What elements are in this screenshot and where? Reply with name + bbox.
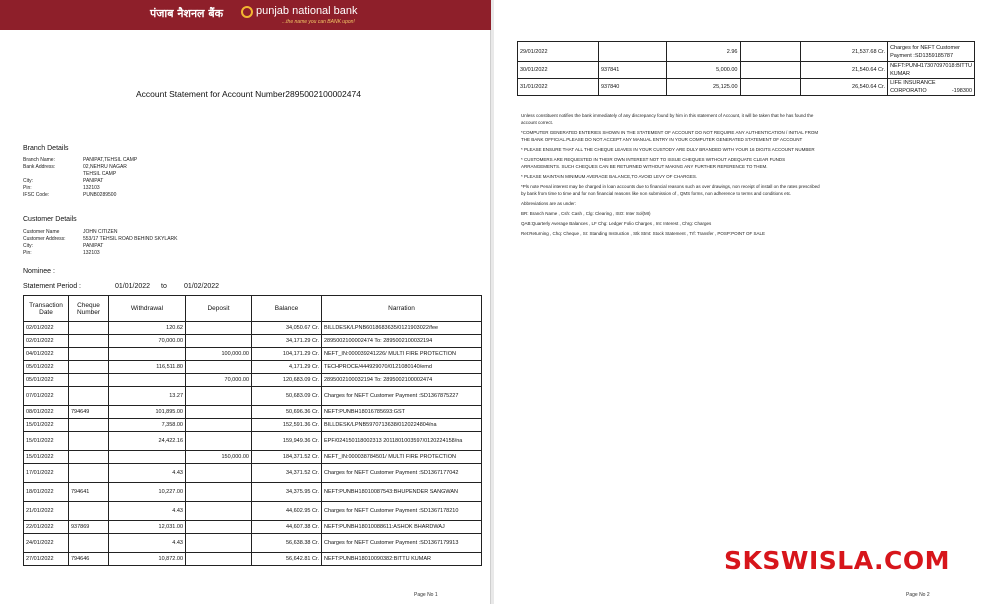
cell-deposit [186, 406, 252, 419]
table-row [24, 322, 482, 335]
note-line: Abbreviations are as under: [521, 201, 577, 206]
detail-key: IFSC Code: [23, 192, 50, 198]
page-number-2: Page No 2 [906, 592, 930, 598]
detail-value: 132103 [83, 185, 100, 191]
detail-row [23, 164, 137, 171]
detail-key: Branch Name: [23, 157, 55, 163]
cell-narration: Charges for NEFT Customer Payment :SD1367178210 [322, 502, 482, 521]
cell-balance: 34,375.95 Cr. [252, 483, 322, 502]
col-balance: Balance [252, 296, 322, 322]
cell-narration: 2895002100002474 To: 2895002100032194 [322, 335, 482, 348]
table-row [24, 534, 482, 553]
cell-narration: TECHPROCE/444929070/0121080140/emd [322, 361, 482, 374]
detail-value: 132103 [83, 250, 100, 256]
narration-text: LIFE INSURANCE CORPORATIO [890, 80, 936, 94]
cell-narration [888, 79, 975, 96]
cell-balance: 184,371.52 Cr. [252, 451, 322, 464]
statement-page-2 [494, 0, 985, 604]
cell-cheque [69, 419, 109, 432]
detail-key: Customer Name [23, 229, 60, 235]
cell-cheque [69, 348, 109, 361]
cell-withdrawal: 25,125.00 [667, 79, 740, 96]
col-transaction-date: Transaction Date [24, 296, 69, 322]
narration-ref: -198300 [951, 88, 972, 94]
detail-row [23, 157, 137, 164]
detail-row [23, 178, 137, 185]
cell-date: 05/01/2022 [24, 361, 69, 374]
statement-notes [521, 112, 821, 240]
cell-deposit [186, 464, 252, 483]
cell-withdrawal: 120.62 [109, 322, 186, 335]
detail-row [23, 229, 177, 236]
cell-withdrawal [109, 348, 186, 361]
cell-date: 07/01/2022 [24, 387, 69, 406]
statement-page-1 [0, 0, 491, 604]
cell-withdrawal [109, 374, 186, 387]
detail-value: PANIPAT [83, 243, 104, 249]
cell-deposit [186, 521, 252, 534]
table-row [24, 335, 482, 348]
detail-key: Bank Address: [23, 164, 56, 170]
table-row [24, 451, 482, 464]
cell-narration: EPF/0241501180023​13 20118010035​97/0120224158/na [322, 432, 482, 451]
detail-value: JOHN CITIZEN [83, 229, 118, 235]
cell-withdrawal: 24,422.16 [109, 432, 186, 451]
cell-withdrawal: 7,358.00 [109, 419, 186, 432]
table-row [24, 553, 482, 566]
cell-narration: NEFT:PUNBH18010088611:ASHOK BHARDWAJ [322, 521, 482, 534]
cell-cheque: 937840 [598, 79, 666, 96]
bank-banner [0, 0, 491, 30]
cell-withdrawal: 4.43 [109, 534, 186, 553]
table-row [24, 419, 482, 432]
cell-cheque: 937869 [69, 521, 109, 534]
cell-balance: 50,683.09 Cr. [252, 387, 322, 406]
cell-balance: 152,591.36 Cr. [252, 419, 322, 432]
branch-details [23, 157, 137, 199]
cell-balance: 44,602.95 Cr. [252, 502, 322, 521]
period-to: 01/02/2022 [184, 283, 220, 290]
cell-deposit: 70,000.00 [186, 374, 252, 387]
cell-withdrawal: 13.27 [109, 387, 186, 406]
period-to-label: to [161, 283, 167, 290]
detail-row [23, 171, 137, 178]
cell-withdrawal: 10,227.00 [109, 483, 186, 502]
cell-narration: Charges for NEFT Customer Payment :SD1367875227 [322, 387, 482, 406]
note-line: *Pls note Penal interest may be charged in loan accounts due to financial reasons such as over drawings, non receipt of install on the rates prescribed by bank from time to time and for non financial reasons like non submission of , QMS forms, non adherence to terms and conditions etc. [521, 184, 820, 196]
cell-date: 02/01/2022 [24, 322, 69, 335]
detail-value: 553/17 TEHSIL ROAD BEHIND SKYLARK [83, 236, 178, 242]
cell-balance: 159,949.36 Cr. [252, 432, 322, 451]
cell-cheque [69, 502, 109, 521]
table-row [24, 502, 482, 521]
cell-withdrawal: 101,895.00 [109, 406, 186, 419]
cell-withdrawal: 4.43 [109, 502, 186, 521]
cell-cheque: 937841 [598, 62, 666, 79]
cell-withdrawal: 70,000.00 [109, 335, 186, 348]
site-watermark: SKSWISLA.COM [724, 546, 950, 575]
cell-withdrawal: 5,000.00 [667, 62, 740, 79]
cell-deposit: 100,000.00 [186, 348, 252, 361]
cell-balance: 26,540.64 Cr. [800, 79, 887, 96]
cell-cheque [69, 451, 109, 464]
table-row [24, 361, 482, 374]
detail-row [23, 192, 137, 199]
cell-balance: 21,537.68 Cr. [800, 42, 887, 62]
cell-narration: NEFT:PUNH17307097018:BITTU KUMAR [888, 62, 975, 79]
cell-withdrawal: 10,872.00 [109, 553, 186, 566]
table-row [24, 374, 482, 387]
cell-cheque [69, 374, 109, 387]
table-row [24, 521, 482, 534]
cell-deposit [186, 335, 252, 348]
note-line: Unless constituent notifies the bank immediately of any discrepancy found by him in this statement of Account, it will be taken that he has found the account correct. [521, 113, 814, 125]
detail-key: City: [23, 243, 33, 249]
cell-date: 18/01/2022 [24, 483, 69, 502]
cell-date: 15/01/2022 [24, 451, 69, 464]
cell-date: 15/01/2022 [24, 432, 69, 451]
cell-date: 15/01/2022 [24, 419, 69, 432]
cell-date: 08/01/2022 [24, 406, 69, 419]
detail-value: 02,NEHRU NAGAR [83, 164, 127, 170]
table-row [518, 42, 975, 62]
table-row [24, 387, 482, 406]
cell-narration: NEFT:PUNBH18010090382:BITTU KUMAR [322, 553, 482, 566]
cell-date: 02/01/2022 [24, 335, 69, 348]
cell-date: 27/01/2022 [24, 553, 69, 566]
transactions-table-page-2 [517, 41, 975, 96]
col-deposit: Deposit [186, 296, 252, 322]
cell-deposit [186, 534, 252, 553]
cell-balance: 56,638.38 Cr. [252, 534, 322, 553]
period-from: 01/01/2022 [115, 283, 151, 290]
cell-narration: NEFT_IN:000038784501/ MULTI FIRE PROTECTION [322, 451, 482, 464]
cell-balance: 34,171.29 Cr. [252, 335, 322, 348]
cell-balance: 50,696.36 Cr. [252, 406, 322, 419]
cell-deposit [186, 361, 252, 374]
cell-date: 05/01/2022 [24, 374, 69, 387]
cell-narration: 2895002100032194 To: 2895002100002474 [322, 374, 482, 387]
cell-cheque: 794646 [69, 553, 109, 566]
note-line: * PLEASE MAINTAIN MINIMUM AVERAGE BALANCE,TO AVOID LEVY OF CHARGES. [521, 174, 698, 179]
cell-cheque [69, 361, 109, 374]
cell-cheque: 794649 [69, 406, 109, 419]
table-row [24, 406, 482, 419]
detail-value: TEHSIL CAMP [83, 171, 117, 177]
nominee-label: Nominee : [23, 268, 55, 275]
cell-withdrawal: 116,511.80 [109, 361, 186, 374]
cell-cheque [69, 322, 109, 335]
cell-cheque: 794641 [69, 483, 109, 502]
note-line: * CUSTOMERS ARE REQUESTED IN THEIR OWN INTEREST NOT TO ISSUE CHEQUES WITHOUT ADEQUATE CLEAR FUNDS ARRANGEMENTS. SUCH CHEQUES CAN BE RETURNED WITHOUT MAKING ANY FURTHER REFERENCE TO THEM. [521, 157, 786, 169]
cell-cheque [69, 432, 109, 451]
cell-balance: 120,683.09 Cr. [252, 374, 322, 387]
cell-balance: 56,642.81 Cr. [252, 553, 322, 566]
cell-cheque [69, 464, 109, 483]
bank-tagline: ...the name you can BANK upon! [282, 19, 355, 25]
table-row [518, 62, 975, 79]
branch-details-heading: Branch Details [23, 145, 69, 152]
detail-key: Pin: [23, 250, 32, 256]
cell-balance: 34,050.67 Cr. [252, 322, 322, 335]
cell-deposit: 150,000.00 [186, 451, 252, 464]
cell-balance: 34,371.52 Cr. [252, 464, 322, 483]
cell-withdrawal [109, 451, 186, 464]
cell-narration: BILLDESK/LPNB5970713638/0120224804/na [322, 419, 482, 432]
cell-narration: BILLDESK/LPNB6018683635/0121903022/fee [322, 322, 482, 335]
cell-deposit [186, 502, 252, 521]
cell-deposit [186, 483, 252, 502]
detail-row [23, 236, 177, 243]
cell-date: 31/01/2022 [518, 79, 599, 96]
detail-value: PANIPAT,TEHSIL CAMP [83, 157, 138, 163]
cell-narration: Charges for NEFT Customer Payment :SD1367179913 [322, 534, 482, 553]
cell-balance: 21,540.64 Cr. [800, 62, 887, 79]
cell-withdrawal: 2.96 [667, 42, 740, 62]
cell-date: 24/01/2022 [24, 534, 69, 553]
col-narration: Narration [322, 296, 482, 322]
table-row [24, 348, 482, 361]
cell-cheque [69, 534, 109, 553]
note-line: * PLEASE ENSURE THAT ALL THE CHEQUE LEAVES IN YOUR CUSTODY ARE DULY BRANDED WITH YOUR 16 DIGITS ACCOUNT NUMBER [521, 147, 815, 152]
table-row [24, 483, 482, 502]
cell-date: 30/01/2022 [518, 62, 599, 79]
cell-deposit [740, 42, 800, 62]
note-line: Ret:Returning , Chq: Cheque , SI: Standing Instruction , Stk Stmt: Stock Statement , Trf: Transfer , POSP:POINT OF SALE [521, 231, 766, 236]
cell-balance: 4,171.29 Cr. [252, 361, 322, 374]
cell-date: 21/01/2022 [24, 502, 69, 521]
cell-balance: 104,171.29 Cr. [252, 348, 322, 361]
cell-deposit [186, 387, 252, 406]
detail-value: PANIPAT [83, 178, 104, 184]
cell-date: 29/01/2022 [518, 42, 599, 62]
cell-cheque [598, 42, 666, 62]
detail-row [23, 243, 177, 250]
detail-value: PUNB0289500 [83, 192, 117, 198]
table-row [518, 79, 975, 96]
cell-narration: NEFT:PUNBH18016785693:GST [322, 406, 482, 419]
bank-name-english: punjab national bank [256, 5, 358, 17]
cell-narration: NEFT:PUNBH18010087543:BHUPENDER SANGWAN [322, 483, 482, 502]
cell-date: 22/01/2022 [24, 521, 69, 534]
cell-narration: NEFT_IN:000039241226/ MULTI FIRE PROTECTION [322, 348, 482, 361]
cell-date: 04/01/2022 [24, 348, 69, 361]
cell-deposit [740, 62, 800, 79]
statement-title: Account Statement for Account Number2895002100002474 [136, 89, 361, 99]
cell-withdrawal: 12,031.00 [109, 521, 186, 534]
note-line: *COMPUTER GENERATED ENTERIES SHOWN IN THE STATEMENT OF ACCOUNT DO NOT REQUIRE ANY AUTHENTICATION / INITIAL FROM THE BANK OFFICIAL.PLEASE DO NOT ACCEPT ANY MANUAL ENTRY IN YOUR COMPUTER GENERATED STATEMENT OF ACCOUNT [521, 130, 819, 142]
detail-key: City: [23, 178, 33, 184]
table-row [24, 432, 482, 451]
detail-key: Customer Address: [23, 236, 66, 242]
cell-cheque [69, 387, 109, 406]
cell-deposit [740, 79, 800, 96]
customer-details-heading: Customer Details [23, 216, 77, 223]
cell-balance: 44,607.38 Cr. [252, 521, 322, 534]
cell-deposit [186, 419, 252, 432]
cell-deposit [186, 322, 252, 335]
detail-key: Pin: [23, 185, 32, 191]
detail-row [23, 250, 177, 257]
customer-details [23, 229, 177, 257]
cell-date: 17/01/2022 [24, 464, 69, 483]
col-withdrawal: Withdrawal [109, 296, 186, 322]
col-cheque-number: Cheque Number [69, 296, 109, 322]
note-line: QAB:Quarterly Average Balances , LF Chg: Ledger Folio Charges , Int: Interest , Chrg: Charges [521, 221, 712, 226]
page-number-1: Page No 1 [414, 592, 438, 598]
cell-withdrawal: 4.43 [109, 464, 186, 483]
cell-narration: Charges for NEFT Customer Payment :SD1367177042 [322, 464, 482, 483]
note-line: BR: Branch Name , Csh: Cash , Clg: Clearing , ISO: Inter Sol(MI) [521, 211, 651, 216]
cell-deposit [186, 553, 252, 566]
detail-row [23, 185, 137, 192]
table-row [24, 464, 482, 483]
bank-name-hindi: पंजाब नैशनल बैंक [150, 7, 224, 20]
cell-narration: Charges for NEFT Customer Payment :SD1359185787 [888, 42, 975, 62]
bank-logo-icon [241, 6, 253, 18]
transactions-table-page-1 [23, 295, 482, 566]
cell-deposit [186, 432, 252, 451]
cell-cheque [69, 335, 109, 348]
period-label: Statement Period : [23, 283, 81, 290]
